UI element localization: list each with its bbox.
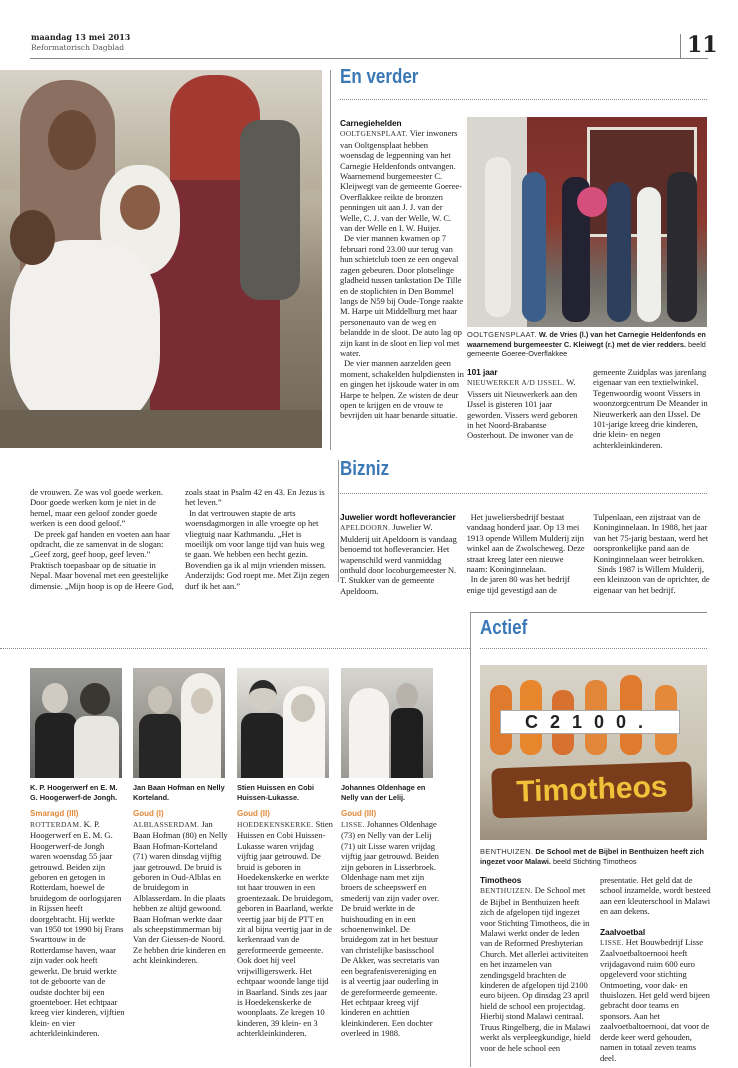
photo-timotheos-children bbox=[480, 665, 707, 840]
anniversary-photo-baan-hofman bbox=[133, 668, 225, 778]
anniversary-text: Johannes Oldenhage (73) en Nelly van der Lelij (71) uit Lisse waren vrijdag vijftig jaar getrouwd. Beiden zijn geboren in Lisserbroek. Oldenhage nam met zijn broers de scheepswerf en smederij van zijn vader over. De bruid werkte in de huishouding en in een schoenenwinkel. De bruidegom zat in het bestuur van christelijke basisschool De Akker, was secretaris van een begrafenisvereniging en is al veertig jaar ouderling in de gereformeerde gemeente. Het echtpaar kreeg vijf kinderen en achttien kleinkinderen. Een dochter overleed in 1988. bbox=[341, 819, 440, 1039]
article-paragraph: Het juweliersbedrijf bestaat vandaag honderd jaar. Op 13 mei 1913 opende Willem Mulderij zijn winkel aan de Zwolscheweg. Deze straat kreeg later een nieuwe naam: Koninginnelaan. bbox=[466, 512, 585, 575]
issue-date: maandag 13 mei 2013 bbox=[31, 32, 131, 42]
newspaper-name: Reformatorisch Dagblad bbox=[31, 43, 125, 52]
dateline: BENTHUIZEN. bbox=[480, 886, 533, 896]
article-paragraph: Sinds 1987 is Willem Mulderij, een kleinzoon van de oprichter, de eigenaar van het bedrijf. bbox=[593, 564, 710, 595]
anniversary-text: Jan Baan Hofman (80) en Nelly Baan Hofman-Korteland (71) waren dinsdag vijftig jaar getrouwd. De bruid is geboren in Oud-Alblas en de bruidegom in Alblasserdam. In die plaats hebben ze altijd gewoond. Baan Hofman werkte daar als scheepstimmerman bij Van der Giessen-de Noord. Ze hebben drie kinderen en acht kleinkinderen. bbox=[133, 819, 228, 966]
anniversary-category: Smaragd (III) bbox=[30, 809, 79, 818]
anniversary-photo-huissen bbox=[237, 668, 329, 778]
dateline: LISSE. bbox=[341, 820, 365, 829]
article-headline: Juwelier wordt hofleverancier bbox=[340, 512, 456, 522]
anniversary-text: K. P. Hoogerwerf en E. M. G. Hoogerwerf-de Jongh waren woensdag 55 jaar getrouwd. Beiden zijn geboren en getogen in Rotterdam, hoewel de bruidegom de oorlogsjaren in Rijssen heeft doorgebracht. Hij werkte van 1950 tot 1990 bij Frans Swarttouw in de Rotterdamse haven, waar zijn vader ook heeft gewerkt. De bruid werkte tot de geboorte van de oudste dochter bij een groenteboer. Het echtpaar kreeg vier kinderen, vijftien klein- en vier achterkleinkinderen. bbox=[30, 819, 125, 1039]
anniversary-caption: Stien Huissen en Cobi Huissen-Lukasse. bbox=[237, 783, 315, 802]
anniversary-category: Goud (III) bbox=[341, 809, 377, 818]
article-paragraph: de vrouwen. Ze was vol goede werken. Door goede werken kom je niet in de hemel, maar een geloof zonder goede werken is een dood geloof.” bbox=[30, 487, 163, 529]
article-headline: Timotheos bbox=[480, 875, 522, 885]
section-title-en-verder: En verder bbox=[340, 66, 419, 88]
section-dotted-rule bbox=[480, 648, 707, 649]
column-divider bbox=[330, 70, 331, 450]
anniversary-category: Goud (II) bbox=[237, 809, 270, 818]
column-divider bbox=[338, 460, 339, 582]
dateline: OOLTGENSPLAAT. bbox=[340, 129, 408, 139]
anniversary-photo-oldenhage bbox=[341, 668, 433, 778]
anniversary-huissen bbox=[237, 783, 334, 1039]
photo-carnegie-heroes bbox=[467, 117, 707, 327]
article-carnegiehelden bbox=[340, 118, 464, 421]
section-dotted-rule bbox=[340, 99, 707, 100]
caption-dateline: BENTHUIZEN. bbox=[480, 847, 534, 856]
article-juwelier bbox=[340, 512, 712, 596]
article-paragraph: W. Vissers uit Nieuwerkerk aan den IJssel is gisteren 101 jaar geworden. Vissers werd geboren in het Noord-Brabantse Oosterhout. De inwoner van de gemeente Zuidplas was jarenlang eigenaar van een textielwinkel. Tegenwoordig woont Vissers in woonzorgcentrum De Meander in Nieuwerkerk aan den IJssel. De 101-jarige kreeg drie kinderen, drie klein- en negen achterkleinkinderen. bbox=[467, 367, 708, 450]
article-paragraph: Vier inwoners van Ooltgensplaat hebben woensdag de legpenning van het Carnegie Heldenfonds ontvangen. Waarnemend burgemeester C. Kleijwegt van de gemeente Goeree-Overflakkee reikte de bronzen penningen uit aan J. J. van der Welle, C. J. van der Welle, W. C. van der Welle en I. W. Huijer. bbox=[340, 128, 462, 234]
photo-caption-timotheos bbox=[480, 847, 712, 866]
anniversary-photo-hoogerwerf bbox=[30, 668, 122, 778]
photo-sign-text: C2100. bbox=[500, 710, 680, 734]
article-paragraph: De vier mannen kwamen op 7 februari rond 23.00 uur terug van hun schietclub toen ze een ongeval zagen gebeuren. Door plotselinge gladheid tussen tankstation De Tille en de stoplichten in Den Bommel langs de N59 bij Oude-Tonge raakte M. Harpe uit Middelburg met haar personenauto van de weg en belandde in de sloot. De auto lag op zijn kant in de sloot en liep vol met water. bbox=[340, 233, 463, 358]
anniversary-text: Stien Huissen en Cobi Huissen-Lukasse waren vrijdag vijftig jaar getrouwd. De bruid is geboren in Hoedekenskerke en werkte tot haar trouwen in een groentezaak. De bruidegom, geboren in Baarland, werkte veertig jaar bij de PTT en zit al bijna veertig jaar in de kerkenraad van de gereformeerde gemeente. Ook doet hij veel vrijwilligerswerk. Het echtpaar woonde lange tijd in Baarland. Sinds zes jaar is Hoedekenskerke de woonplaats. Ze kregen 10 kinderen, 39 klein- en 3 achterkleinkinderen. bbox=[237, 819, 334, 1039]
actief-articles bbox=[480, 875, 712, 1063]
dateline: NIEUWERKER A/D IJSSEL. bbox=[467, 378, 565, 388]
section-title-bizniz: Bizniz bbox=[340, 458, 390, 480]
article-headline: Carnegiehelden bbox=[340, 118, 402, 128]
header-divider bbox=[680, 34, 681, 58]
photo-caption-carnegie bbox=[467, 330, 711, 359]
main-article-continuation bbox=[30, 487, 330, 591]
anniversary-category: Goud (I) bbox=[133, 809, 164, 818]
header-rule bbox=[30, 58, 708, 59]
dateline: LISSE. bbox=[600, 938, 624, 948]
photo-banner-text: Timotheos bbox=[491, 762, 693, 819]
dateline: ALBLASSERDAM. bbox=[133, 820, 200, 829]
anniversary-caption: Johannes Oldenhage en Nelly van der Lelij. bbox=[341, 783, 426, 802]
article-paragraph: In dat vertrouwen stapte de arts woensdagmorgen in alle vroegte op het vliegtuig naar Kathmandu. „Het is moeilijk om voor lange tijd van huis weg te gaan. We hebben een hecht gezin. Bovendien ga ik al mijn vrienden missen. Anderzijds: God roept me. Met Zijn zegen durf ik het aan.” bbox=[185, 507, 330, 591]
article-paragraph: De preek gaf handen en voeten aan haar opdracht, die ze samenvat in de slogan: „Geef zorg, geef hoop, geef leven.” Praktisch toepasbaar op de situatie in Nepal. Maar bovenal met een geestelijke dimensie. „Mijn hoop is op de Heere God, zoals staat in Psalm 42 en 43. En Jezus is het leven.” bbox=[30, 487, 325, 591]
article-paragraph: De vier mannen aarzelden geen moment, schakelden hulpdiensten in en gingen het ijskoude water in om Harpe te helpen. Ze wisten de deur open te krijgen en de vrouw te bevrijden uit haar benarde situatie. bbox=[340, 358, 464, 421]
caption-dateline: OOLTGENSPLAAT. bbox=[467, 330, 537, 339]
dateline: HOEDEKENSKERKE. bbox=[237, 820, 314, 829]
caption-text: W. de Vries (l.) van het Carnegie Heldenfonds en waarnemend burgemeester C. Kleiwegt (r.) met de vier redders. bbox=[467, 330, 706, 349]
section-dotted-rule bbox=[0, 648, 470, 649]
article-paragraph: Het Bouwbedrijf Lisse Zaalvoetbaltoernooi heeft vrijdagavond ruim 600 euro opgeleverd voor stichting Ontmoeting, voor dak- en thuislozen. Het geld werd bijeen gebracht door teams en sponsors. Aan het zaalvoetbaltoernooi, dat voor de derde keer werd gehouden, namen in totaal zeven teams deel. bbox=[600, 937, 710, 1063]
anniversary-oldenhage bbox=[341, 783, 440, 1039]
section-dotted-rule bbox=[340, 493, 707, 494]
main-photo-women-with-babies bbox=[0, 70, 322, 448]
anniversary-baan-hofman bbox=[133, 783, 229, 966]
dateline: APELDOORN. bbox=[340, 523, 391, 533]
section-title-actief: Actief bbox=[480, 617, 528, 639]
anniversary-hoogerwerf bbox=[30, 783, 125, 1039]
caption-text: De School met de Bijbel in Benthuizen heeft zich ingezet voor Malawi. bbox=[480, 847, 705, 866]
section-rule bbox=[470, 612, 707, 613]
article-paragraph: De School met de Bijbel in Benthuizen heeft zich de afgelopen tijd ingezet voor Stichting Timotheos, die in Malawi werkt onder de leden van de Reformed Presbyterian Church. Met allerlei activiteiten en het inzamelen van zendingsgeld brachten de kinderen de afgelopen tijd 2100 euro bijeen. Op dinsdag 23 april hield de school een projectdag. Hierbij stond Malawi centraal. Truus Ringelberg, die in Malawi werkt als verpleegkundige, hield voor de hele school een presentatie. Het geld dat de school inzamelde, wordt besteed aan een kleuterschool in Malawi en aan dekens. bbox=[480, 875, 711, 1053]
article-headline: 101 jaar bbox=[467, 367, 498, 377]
photo-credit: beeld Stichting Timotheos bbox=[553, 856, 637, 866]
article-paragraph: In de jaren 80 was het bedrijf enige tijd gevestigd aan de Tulpenlaan, een zijstraat van de Koninginnelaan. In 1988, het jaar van het 75-jarig bestaan, werd het oorspronkelijke pand aan de Koninginnelaan weer betrokken. bbox=[466, 512, 709, 595]
anniversary-caption: K. P. Hoogerwerf en E. M. G. Hoogerwerf-de Jongh. bbox=[30, 783, 118, 802]
article-headline: Zaalvoetbal bbox=[600, 926, 646, 937]
column-divider bbox=[470, 612, 471, 1067]
photo-credit: beeld gemeente Goeree-Overflakkee bbox=[467, 339, 706, 358]
page-number: 11 bbox=[687, 32, 718, 58]
article-paragraph: Juwelier W. Mulderij uit Apeldoorn is vandaag benoemd tot hofleverancier. Het wapenschild werd vanmiddag onthuld door locoburgemeester N. T. Stukker van de gemeente Apeldoorn. bbox=[340, 522, 457, 596]
anniversary-caption: Jan Baan Hofman en Nelly Korteland. bbox=[133, 783, 225, 802]
article-101-jaar bbox=[467, 367, 711, 450]
dateline: ROTTERDAM. bbox=[30, 820, 82, 829]
